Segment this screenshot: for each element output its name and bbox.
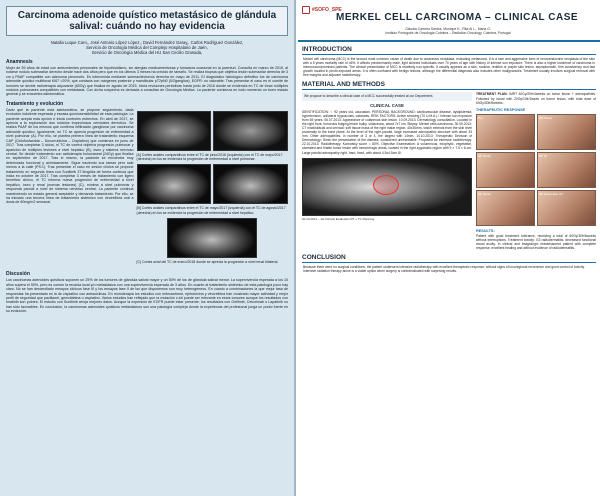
clinical-case-heading: CLINICAL CASE [370, 102, 404, 108]
right-poster-affiliation: Instituto Português de Oncologia Coimbra – Radiation Oncology, Coimbra, Portugal [385, 31, 511, 35]
treatment-plan-text: IMRT 40Gy/20fr/4weeks on tumor lesion + adenopathies. Followed by boost with 20Gy/10fr/2week on tumor lesion, with total dose of 60Gy/30fr/6weeks. [476, 92, 596, 105]
results-text: Patient with good treatment tolerance, receiving a total of 60Gy/30fr/6weeks without interruptions. Treatment toxicity: G3 radiodermatitis, decreased functional visual acuity. In clinical and imagiologic reassessment patient with complete response, excellent healing and without evidence of radiodermatitis. [476, 233, 596, 251]
logo-icon [302, 6, 310, 14]
left-poster-affiliation-1: Servicio de Oncología Médica del Complejo Hospitalario de Jaén, [86, 45, 208, 50]
introduction-text: Merkel cell carcinoma (MCC) is the second most common cause of death due to cutaneous neoplasia, excluding melanoma. It is a rare and aggressive form of neuroendocrine neoplasia of the skin with a 5 years mortality rate of 46%. It affects predominantly male, light skinned individuals over 70 years of age with history of intense sun exposure. There is also a higher incidence of carcinoma in immunocompromised patients. The clinical presentation of MCC is relatively non-specific. It usually appears as a skin, nodular, reddish or purple skin lesion, asymptomatic, firm consistency and fast growth located in photo-exposed areas. It is often confused with benign lesions, although the differential diagnosis also includes other malignancies. Treatment usually involves surgical removal with free margins and adjuvant radiotherapy. [303, 57, 595, 78]
left-poster-title: Carcinoma adenoide quístico metastásico de glándula salival: cuándo no hay evidencia [17, 10, 277, 32]
treatment-text: Dado que la paciente está asintomática, se propone seguimiento, dada evolución indolente esperada y escasa quimiosensibilidad de esta patología. La paciente acepta esta opción e inicia controles estrechos. En abril de 2017, se aprecia a la exploración dos nódulos tropechosos cervicales derechos. Se realiza PAAF de los mismos que confirma infiltración ganglionar por carcinoma adenoide quístico. Igualmente, en TC se aprecia progresión de enfermedad a nivel pulmonar (A). Por ello, se plantea primera línea de tratamiento esquema CAP (Ciclofosfamida – Doxorrubicina – Cisplatino) que comienza en junio de 2017. Tras completar 3 ciclos, el TC de control objetiva progresión pulmonar y aparición de múltiples lesiones a nivel hepático (B), óseo y sistema nervioso central. Se decide tratamiento con radioterapia holocraneal (24Gy) que finaliza en septiembre de 2017. Tras el mismo, la paciente se encuentra muy deteriorada funcional y anímicamente. Sigue haciendo sus tareas pero sale menos a la calle (PS:1). Tras presentar el caso en sesión clínica se propone tratamiento en segunda línea con Sunitinib 37.5mg/día de forma continua que inicia en octubre de 2017. Tras completar 3 meses de tratamiento con ligero beneficio clínico, el TC informa nueva progresión de enfermedad a nivel hepático, óseo y renal (nuevas lesiones) (C), mínima a nivel pulmonar y respuesta parcial a nivel de sistema nervioso central. La paciente continua manteniendo un estado general aceptable y demanda tratamiento. Por ello, se ha iniciado una tercera línea de tratamiento sistémico con vinorelbina oral a dosis de 60mg/m2 semanal. [6, 107, 134, 205]
treatment-plan-heading: TREATMENT PLAN: [476, 92, 508, 97]
section-discussion: Discusión [6, 271, 30, 278]
scan-caption: 20.10.2013 – 1st Clinical Evaluation RT + TC Planning [302, 216, 375, 221]
ct-image-b-left [137, 164, 212, 204]
left-poster-authors: Natalia Luque Caro,, José Antonio López López,, David Fernández Garay,, Carlos Rodríguez González, [50, 40, 244, 45]
ct-planning-scan [302, 158, 472, 216]
right-poster-header [298, 0, 600, 42]
caption-b: [B] Cortes axiales comparativos entre el TC de mayo/2017 (izquierda) con el TC de agosto/2017 (derecha) en los se evidencia la progresión de enfermedad a nivel hepático. [136, 206, 286, 215]
ct-image-a-right [213, 111, 288, 151]
left-poster-affiliation-2: Servicio de Oncología Médica del HU San Cecilio Granada, [91, 50, 203, 55]
methods-columns [302, 92, 596, 250]
left-poster-authors-block [6, 40, 288, 55]
methods-text: We propose to describe a clinical case of a MCC successfully treated at our Department. [302, 92, 472, 100]
therapeutic-response-heading: THERAPEUTIC RESPONSE [476, 107, 526, 112]
caption-c: [C] Cortes axial del TC de enero/2018 donde se aprecia la progresión a nivel renal bilateral. [136, 260, 279, 265]
clinical-case-text: IDENTIFICATION: ♀ 92 years old, caucasian. PERSONAL BACKGROUND: cardiovascular disease, dyslipidemia, hypertension, unilateral hypoacusis, cataracts. RISK FACTORS: Active smoking (70 U.M.A.) / Intense sun exposure from 65 years. 06.07.2013: Appearance of cutaneous skin lesion. 10.09.2013: Dermatology consultation. Located in the right front, tumorous bulging lesion bulky, violaceous, about 7x7 cm. Biopsy: Merkel cells carcinoma. 30.09.2013: CT maxillofacial and cervical: soft tissue mass of the right malar region, 40x30mm, which extends from the skin level proximally to the bone plane. At the level of the right parotid, large increased adenopathic structure with about 33 mm. Other adenopathies, in number of 3 or 4, the largest with 14mm. 14.10.2013: Therapeutic Decision of Dermatology: Given the presentation of the disease, considered unresectable. Proposed for intensive radiotherapy. 22.10.2013: Radiotherapy. Karnofsky score = 80%. Objective Examination: A voluminous, exophytic, vegetative, ulcerated and friable tumor lesion with hemorrhagic areas, located in the right zygomatic region with 9 × 7.5 × 6 cm. Large parotid adenopathy right, hard, fixed, with about 4.5x4.5cm Ø. [302, 109, 472, 155]
right-poster-authors: Cláudia Carreira Santos, Monique K., Rita Al L., Maria G. [405, 27, 491, 31]
ct-figures [137, 108, 288, 267]
conclusion-text: Because there were no surgical conditions, the patient underwent intensive radiotherapy with excellent therapeutic response, without signs of locoregional recurrence and good control of toxicity. Intensive radiation therapy alone is a viable option when surgery is contraindicated with surprising results. [303, 265, 585, 274]
right-poster [298, 0, 600, 496]
left-poster-title-box [6, 6, 288, 36]
response-photo: 5th W [537, 152, 596, 188]
response-photo: 6th Week [476, 190, 535, 226]
section-treatment: Tratamiento y evolución [6, 100, 64, 107]
response-photo: 3rd Week [537, 114, 596, 150]
section-methods: MATERIAL AND METHODS [302, 81, 596, 90]
response-photo: 4th Week [476, 152, 535, 188]
left-poster [0, 0, 296, 496]
right-poster-title: MERKEL CELL CARCINOMA – CLINICAL CASE [336, 12, 579, 23]
treatment-row [6, 108, 288, 267]
section-anamnesis: Anamnesis [6, 59, 33, 65]
ct-pair-a [137, 111, 288, 151]
section-conclusion: CONCLUSION [302, 254, 596, 263]
ct-image-c [167, 218, 257, 258]
ct-image-b-right [213, 164, 288, 204]
discussion-text: Los carcinomas adenoides quísticos suponen un 25% de los tumores de glándula salival mayor y un 50% de los de glándula salival menor. La supervivencia esperada a los 10 años supera el 50%, pero es común la recaída local y/o metastásica con una supervivencia esperada de 3 años. En cuanto al tratamiento sistémico de esta patología poco hay claro. No se han desarrollado ensayos clínicos fase III y los ensayos fase II de los que disponemos son muy heterogéneos. En cuanto a combinaciones la que mejor tasa de respuestas ha presentado es la de cisplatino con antraciclinas. En monoterapia los estudios con mitoxantrone, epirrubicina y vinorelbina han mostrado mayor actividad y mejor perfil de seguridad que paclitaxel, gemcitabina o cisplatino. Varios estudios han reflejado que la mutación c-kit puede ser relevante en estos tumores aunque los resultados con Imatinib son pobres. El estudio con Sunitinib arroja mejores datos. Aunque la expresión de EGFR puede estar presente, los resultados con Gefitinib, Cetuximab o Lapatinib no han sido favorables. En conclusión, la carcinomas adenoides quísticos metastásicos son una patología compleja donde la experiencia del profesional juega un punto fuerte en su evolución. [6, 278, 288, 314]
caption-a: [A] Cortes axiales comparativos entre el TC de junio/2016 (izquierda) con el TC de mayo/2017 (derecha) en los se evidencia la progresión de enfermedad a nivel pulmonar. [136, 152, 283, 162]
anamnesis-text: Mujer de 59 años de edad con antecedentes personales de hipotiroidismo, sin alergias medicamentosas y fumadora ocasional en la juventud. Consulta en marzo de 2010, al notarse nódulo submaxilar derecho desde hace dos años pero que en los últimos 3 meses ha crecido de tamaño. Se realiza biopsia que objetiva lesión submaxilar derecha de 3 cm y PAAF compatible con adenoma pleomorfo. Es intervenida mediante submaxilectomía derecha en mayo de 2011. El diagnóstico histológico definitivo fue de carcinoma adenoide quístico multifocal Ki67 >20%, que contacta con márgenes posterior y mandibular pT2pN0 (0/2ganglios), EGFR: no valorable. Tras presentar el caso en el comité de tumores se decide radioterapia adyuvante (60Gy) que finaliza en agosto de 2015. Inicia revisiones periódicas hasta junio de 2016 donde se evidencia en TC de tórax múltiples nódulos pulmonares compatibles con metástasis. Con dicha sospecha es derivada a consultas de Oncología Médica. La paciente comienza en todo momento un buen estado general y se encuentra asintomática. [6, 66, 288, 97]
methods-right-column [476, 92, 596, 250]
tumor-contour [373, 175, 399, 195]
treatment-plan [476, 92, 596, 104]
methods-left-column [302, 92, 472, 250]
response-photo: Pre [476, 114, 535, 150]
response-photo-grid [476, 114, 596, 226]
ct-pair-c [167, 218, 257, 258]
logo-text: #SOFO_SPE [312, 7, 342, 13]
results-heading: RESULTS: [476, 228, 495, 233]
ct-image-a-left [137, 111, 212, 151]
ct-pair-b [137, 164, 288, 204]
section-introduction: INTRODUCTION [302, 46, 596, 55]
right-poster-authors-block [338, 27, 558, 35]
response-photo: 8th Week after RT [537, 190, 596, 226]
